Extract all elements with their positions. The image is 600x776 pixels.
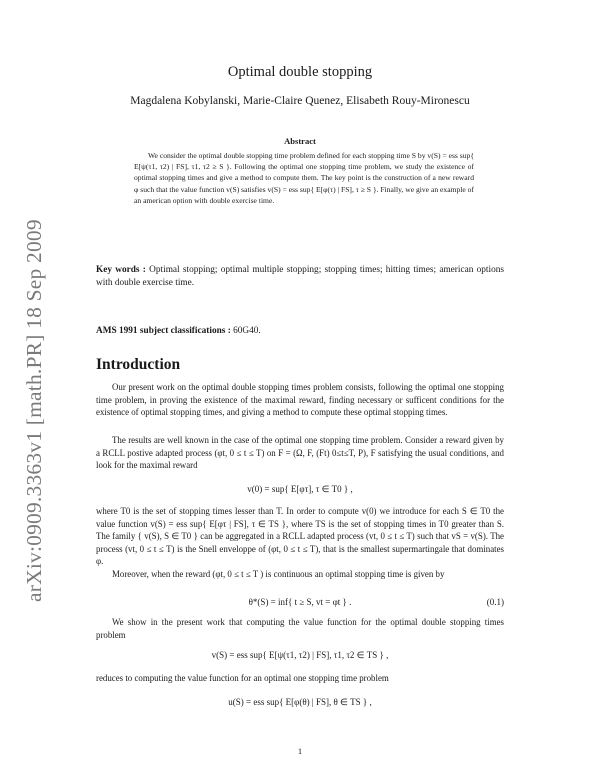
equation-max-reward: v(0) = sup{ E[φτ], τ ∈ T0 } , — [247, 484, 353, 494]
intro-paragraph-4: Moreover, when the reward (φt, 0 ≤ t ≤ T ) is continuous an optimal stopping time is given by — [112, 569, 445, 579]
intro-paragraph-5: We show in the present work that computing the value function for the optimal double stopping times problem — [96, 617, 504, 640]
arxiv-identifier-stamp: arXiv:0909.3363v1 [math.PR] 18 Sep 2009 — [22, 219, 46, 602]
equation-one-stopping-value: u(S) = ess sup{ E[φ(θ) | FS], θ ∈ TS } , — [228, 697, 372, 707]
page-number: 1 — [297, 746, 303, 756]
intro-paragraph-2: The results are well known in the case of the optimal one stopping time problem. Consider a reward given by a RCLL postive adapted process (φt, 0 ≤ t ≤ T) on F = (Ω, F, (Ft) 0≤t≤T, P), F satisfying the usual conditions, and look for the maximal reward — [96, 435, 504, 471]
keywords-label: Key words : — [96, 265, 146, 275]
ams-code: 60G40. — [233, 326, 261, 336]
keywords-block — [96, 264, 504, 290]
paper-title: Optimal double stopping — [227, 64, 373, 80]
abstract-body — [134, 150, 474, 206]
intro-paragraph-6: reduces to computing the value function for an optimal one stopping time problem — [96, 673, 389, 683]
equation-0-1-body: θ*(S) = inf{ t ≥ S, vt = φt } . — [248, 597, 352, 607]
ams-label: AMS 1991 subject classifications : — [96, 326, 231, 336]
equation-number: (0.1) — [486, 597, 504, 607]
intro-paragraph-1: Our present work on the optimal double stopping times problem consists, following the optimal one stopping time problem, in proving the existence of the maximal reward, finding necessary or sufficent conditions for the existence of optimal stopping times, and giving a method to compute these optimal stopping times. — [96, 382, 504, 418]
equation-double-stopping-value: v(S) = ess sup{ E[ψ(τ1, τ2) | FS], τ1, τ2 ∈ TS } , — [211, 650, 389, 660]
ams-classification — [96, 326, 504, 336]
keywords-text: Optimal stopping; optimal multiple stopping; stopping times; hitting times; american options with double exercise time. — [96, 265, 505, 288]
paper-authors: Magdalena Kobylanski, Marie-Claire Quenez, Elisabeth Rouy-Mironescu — [130, 95, 470, 107]
section-heading-introduction: Introduction — [96, 356, 181, 373]
intro-paragraph-3: where T0 is the set of stopping times lesser than T. In order to compute v(0) we introduce for each S ∈ T0 the value function v(S) = ess sup{ E[φτ | FS], τ ∈ TS }, where TS is the set of stopping times in T0 greater than S. The family { v(S), S ∈ T0 } can be aggregated in a RCLL adapted process (vt, 0 ≤ t ≤ T) such that vS = v(S). The process (vt, 0 ≤ t ≤ T) is the Snell enveloppe of (φt, 0 ≤ t ≤ T), that is the smallest supermartingale that dominates φ. — [96, 506, 504, 567]
equation-0-1 — [96, 597, 504, 607]
abstract-heading: Abstract — [284, 136, 316, 146]
abstract-text: We consider the optimal double stopping time problem defined for each stopping time S by v(S) = ess sup{ E[ψ(τ1, τ2) | FS], τ1, τ2 ≥ S }. Following the optimal one stopping time problem, we study the existence of optimal stopping times and give a method to compute them. The key point is the construction of a new reward φ such that the value function v(S) satisfies v(S) = ess sup{ E[φ(τ) | FS], τ ≥ S }. Finally, we give an example of an american option with double exercise time. — [134, 151, 474, 205]
